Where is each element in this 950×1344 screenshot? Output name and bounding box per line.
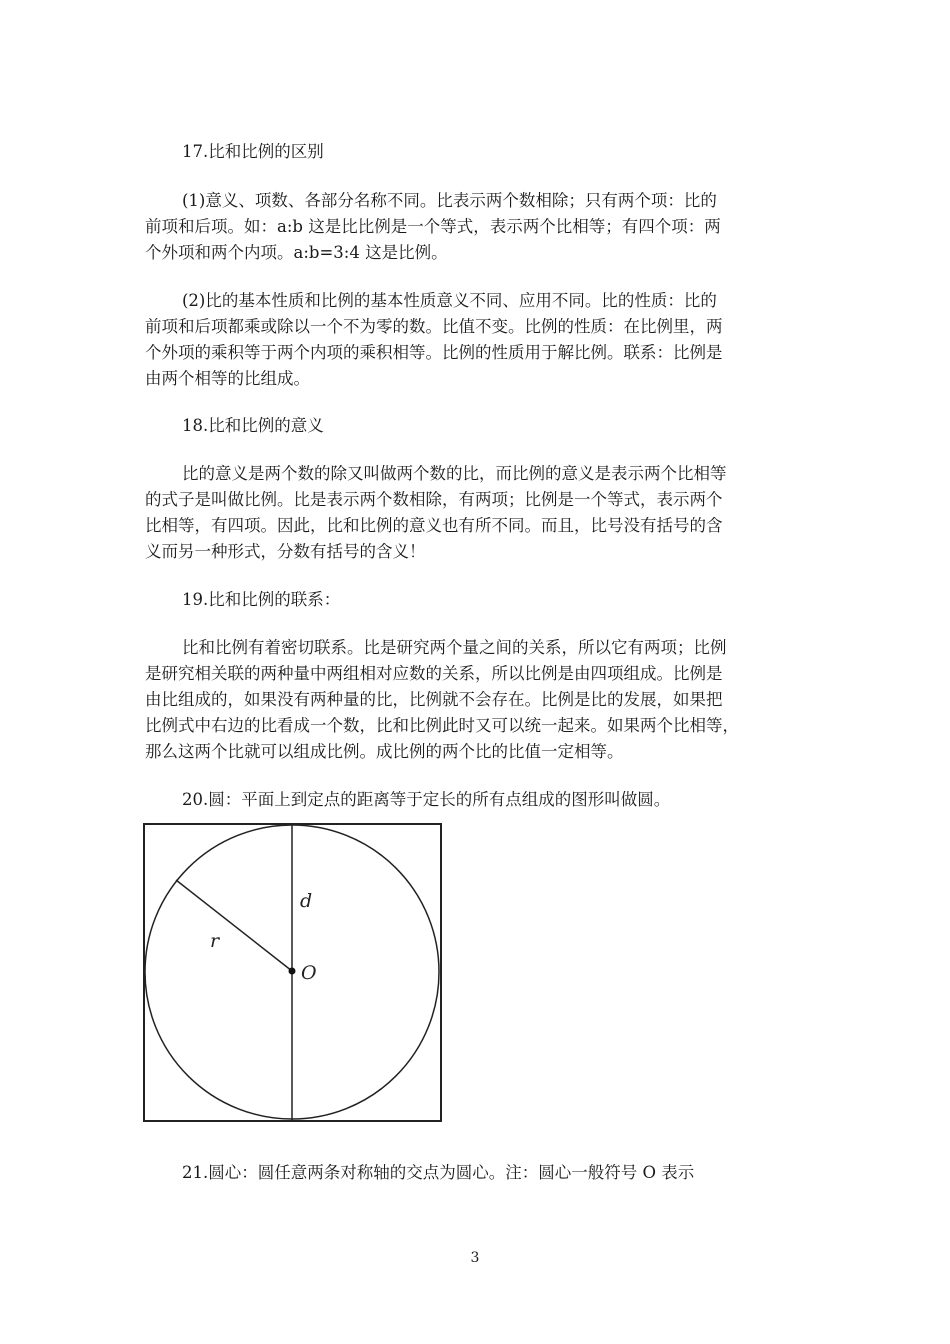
section-17-p2-line-4: 由两个相等的比组成。: [145, 369, 310, 388]
circle-diagram: [143, 823, 443, 1123]
section-17-p1-line-2: 前项和后项。如：a:b 这是比比例是一个等式，表示两个比相等；有四个项：两: [145, 217, 721, 236]
section-19-p1-line-5: 那么这两个比就可以组成比例。成比例的两个比的比值一定相等。: [145, 742, 624, 761]
section-19-p1-line-4: 比例式中右边的比看成一个数，比和比例此时又可以统一起来。如果两个比相等，: [145, 716, 739, 735]
section-20-text: 20.圆：平面上到定点的距离等于定长的所有点组成的图形叫做圆。: [182, 790, 671, 809]
label-r: r: [210, 930, 220, 952]
section-17-p1-line-3: 个外项和两个内项。a:b=3:4 这是比例。: [145, 243, 448, 262]
section-17-p2-line-2: 前项和后项都乘或除以一个不为零的数。比值不变。比例的性质：在比例里，两: [145, 317, 723, 336]
label-o: O: [301, 962, 317, 984]
section-19-p1-line-1: 比和比例有着密切联系。比是研究两个量之间的关系，所以它有两项；比例: [182, 638, 727, 657]
section-17-p2-line-1: (2)比的基本性质和比例的基本性质意义不同、应用不同。比的性质：比的: [182, 291, 717, 310]
section-18-heading: 18.比和比例的意义: [182, 416, 324, 435]
section-18-p1-line-3: 比相等，有四项。因此，比和比例的意义也有所不同。而且，比号没有括号的含: [145, 516, 723, 535]
section-18-p1-line-4: 义而另一种形式，分数有括号的含义！: [145, 542, 426, 561]
section-17-p1-line-1: (1)意义、项数、各部分名称不同。比表示两个数相除；只有两个项：比的: [182, 191, 717, 210]
center-point: [289, 968, 296, 975]
section-21-text: 21.圆心：圆任意两条对称轴的交点为圆心。注：圆心一般符号 O 表示: [182, 1163, 695, 1182]
section-19-heading: 19.比和比例的联系：: [182, 590, 341, 609]
section-19-p1-line-3: 由比组成的，如果没有两种量的比，比例就不会存在。比例是比的发展，如果把: [145, 690, 723, 709]
section-18-p1-line-1: 比的意义是两个数的除又叫做两个数的比，而比例的意义是表示两个比相等: [182, 464, 727, 483]
section-19-p1-line-2: 是研究相关联的两种量中两组相对应数的关系，所以比例是由四项组成。比例是: [145, 664, 723, 683]
section-17-heading: 17.比和比例的区别: [182, 142, 324, 161]
label-d: d: [300, 890, 313, 912]
circle-figure: [143, 823, 443, 1127]
section-17-p2-line-3: 个外项的乘积等于两个内项的乘积相等。比例的性质用于解比例。联系：比例是: [145, 343, 723, 362]
section-18-p1-line-2: 的式子是叫做比例。比是表示两个数相除，有两项；比例是一个等式，表示两个: [145, 490, 723, 509]
page-number: 3: [470, 1250, 480, 1266]
